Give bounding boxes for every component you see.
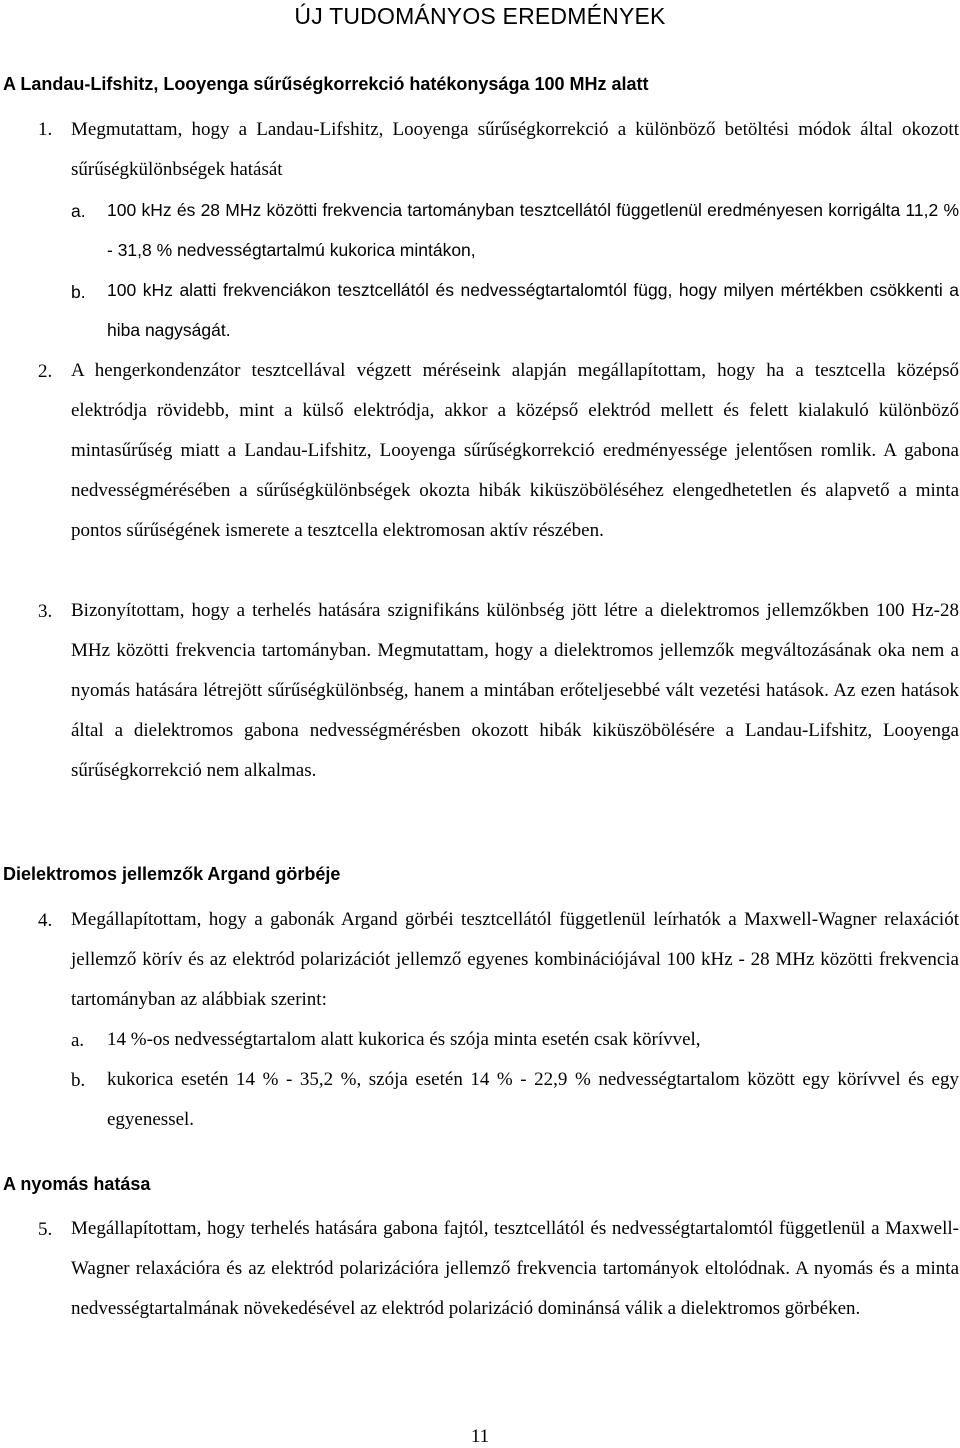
subitem-text: kukorica esetén 14 % - 35,2 %, szója esetén 14 % - 22,9 % nedvességtartalom között egy körívvel és egy egyenessel. xyxy=(107,1069,959,1130)
item-text: Megállapítottam, hogy a gabonák Argand görbéi tesztcellától függetlenül leírhatók a Maxwell-Wagner relaxációt jellemző körív és az elektród polarizációt jellemző egyenes kombinációjával 100 kHz - 28 MHz közötti frekvencia tartományban az alábbiak szerint: xyxy=(71,909,959,1010)
item-number: 4. xyxy=(38,910,53,931)
item-number: 1. xyxy=(38,119,53,140)
item-number: 3. xyxy=(38,601,53,622)
item-text: Megállapítottam, hogy terhelés hatására gabona fajtól, tesztcellától és nedvességtartalomtól függetlenül a Maxwell-Wagner relaxációra és az elektród polarizációra jellemző frekvencia tartományok eltolódnak. A nyomás és a minta nedvességtartalmának növekedésével az elektród polarizáció dominánsá válik a dielektromos görbéken. xyxy=(71,1218,959,1319)
item-number: 2. xyxy=(38,361,53,382)
page-title: ÚJ TUDOMÁNYOS EREDMÉNYEK xyxy=(294,3,666,29)
subitem-text: 100 kHz és 28 MHz közötti frekvencia tartományban tesztcellától függetlenül eredményesen korrigálta 11,2 % - 31,8 % nedvességtartalmú kukorica mintákon, xyxy=(107,200,959,260)
subitem-label: a. xyxy=(71,201,86,221)
subitem-label: b. xyxy=(71,282,86,302)
subitem-text: 100 kHz alatti frekvenciákon tesztcellától és nedvességtartalomtól függ, hogy milyen mértékben csökkenti a hiba nagyságát. xyxy=(107,280,959,340)
item-text: Bizonyítottam, hogy a terhelés hatására szignifikáns különbség jött létre a dielektromos jellemzőkben 100 Hz-28 MHz közötti frekvencia tartományban. Megmutattam, hogy a dielektromos jellemzők megváltozásának oka nem a nyomás hatására létrejött sűrűségkülönbség, hanem a mintában erőteljesebbé vált vezetési hatások. Az ezen hatások által a dielektromos gabona nedvességmérésben okozott hibák kiküszöbölésére a Landau-Lifshitz, Looyenga sűrűségkorrekció nem alkalmas. xyxy=(71,600,959,781)
subitem-label: a. xyxy=(71,1030,85,1051)
item-text: A hengerkondenzátor tesztcellával végzett méréseink alapján megállapítottam, hogy ha a tesztcella középső elektródja rövidebb, mint a külső elektródja, akkor a középső elektród mellett és felett kialakuló különböző mintasűrűség miatt a Landau-Lifshitz, Looyenga sűrűségkorrekció eredményessége jelentősen romlik. A gabona nedvességmérésében a sűrűségkülönbségek okozta hibák kiküszöböléséhez elengedhetetlen és alapvető a minta pontos sűrűségének ismerete a tesztcella elektromosan aktív részében. xyxy=(71,360,959,541)
subitem-text: 14 %-os nedvességtartalom alatt kukorica és szója minta esetén csak körívvel, xyxy=(107,1029,701,1050)
page-number: 11 xyxy=(470,1426,490,1447)
item-number: 5. xyxy=(38,1219,53,1240)
item-text: Megmutattam, hogy a Landau-Lifshitz, Looyenga sűrűségkorrekció a különböző betöltési módok által okozott sűrűségkülönbségek hatását xyxy=(71,119,959,180)
subitem-label: b. xyxy=(71,1070,86,1091)
section-heading: A nyomás hatása xyxy=(3,1174,151,1194)
section-heading: A Landau-Lifshitz, Looyenga sűrűségkorrekció hatékonysága 100 MHz alatt xyxy=(3,74,649,94)
section-heading: Dielektromos jellemzők Argand görbéje xyxy=(3,864,341,884)
